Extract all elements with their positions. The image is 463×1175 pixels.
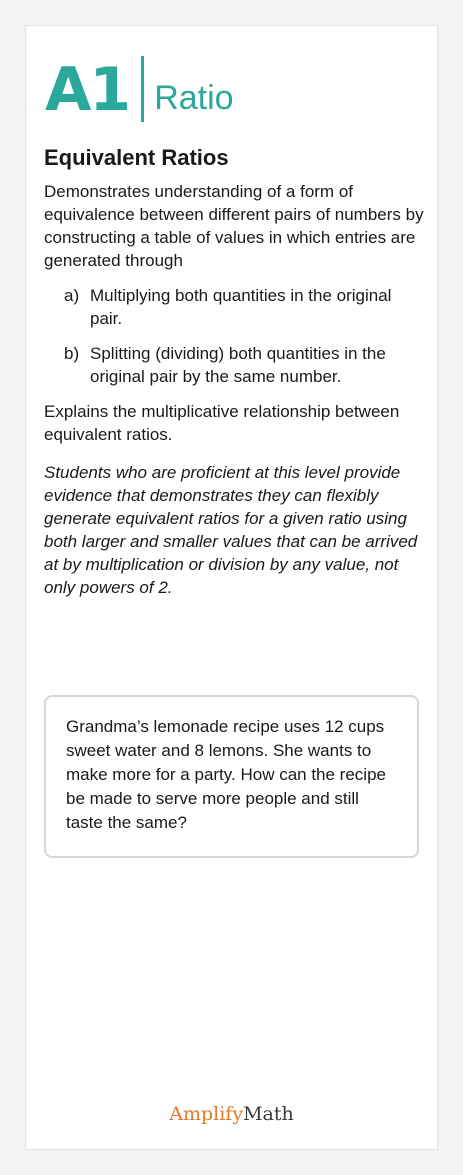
- list-item-text: Splitting (dividing) both quantities in the original pair by the same number.: [90, 344, 386, 387]
- proficiency-note: Students who are proficient at this level provide evidence that demonstrates they can flexibly generate equivalent ratios for a given ratio using both larger and smaller values that can be arrived at by multiplication or division by any value, not only powers of 2.: [44, 463, 418, 598]
- level-code: A1: [45, 55, 130, 125]
- brand-logo: [26, 1103, 437, 1125]
- intro-text: Demonstrates understanding of a form of equivalence between different pairs of numbers by constructing a table of values in which entries are generated through: [44, 182, 424, 271]
- list-item-text: Multiplying both quantities in the original pair.: [90, 286, 392, 329]
- brand-name-part2: Math: [243, 1103, 294, 1125]
- list-marker: a): [64, 286, 80, 306]
- card-content: [44, 146, 424, 599]
- list-item: [64, 342, 424, 388]
- list-item: [64, 284, 424, 330]
- example-problem-box: [44, 695, 419, 858]
- criteria-list: [44, 284, 424, 388]
- header-divider: [141, 56, 144, 122]
- explanation-text: Explains the multiplicative relationship between equivalent ratios.: [44, 402, 400, 445]
- standard-card: [25, 25, 438, 1150]
- card-header: [45, 48, 234, 125]
- list-marker: b): [64, 344, 80, 364]
- topic-label: Ratio: [154, 79, 234, 117]
- brand-name-part1: Amplify: [169, 1103, 244, 1125]
- section-title: Equivalent Ratios: [44, 145, 229, 170]
- example-problem-text: Grandma’s lemonade recipe uses 12 cups sweet water and 8 lemons. She wants to make more for a party. How can the recipe be made to serve more people and still taste the same?: [66, 717, 386, 832]
